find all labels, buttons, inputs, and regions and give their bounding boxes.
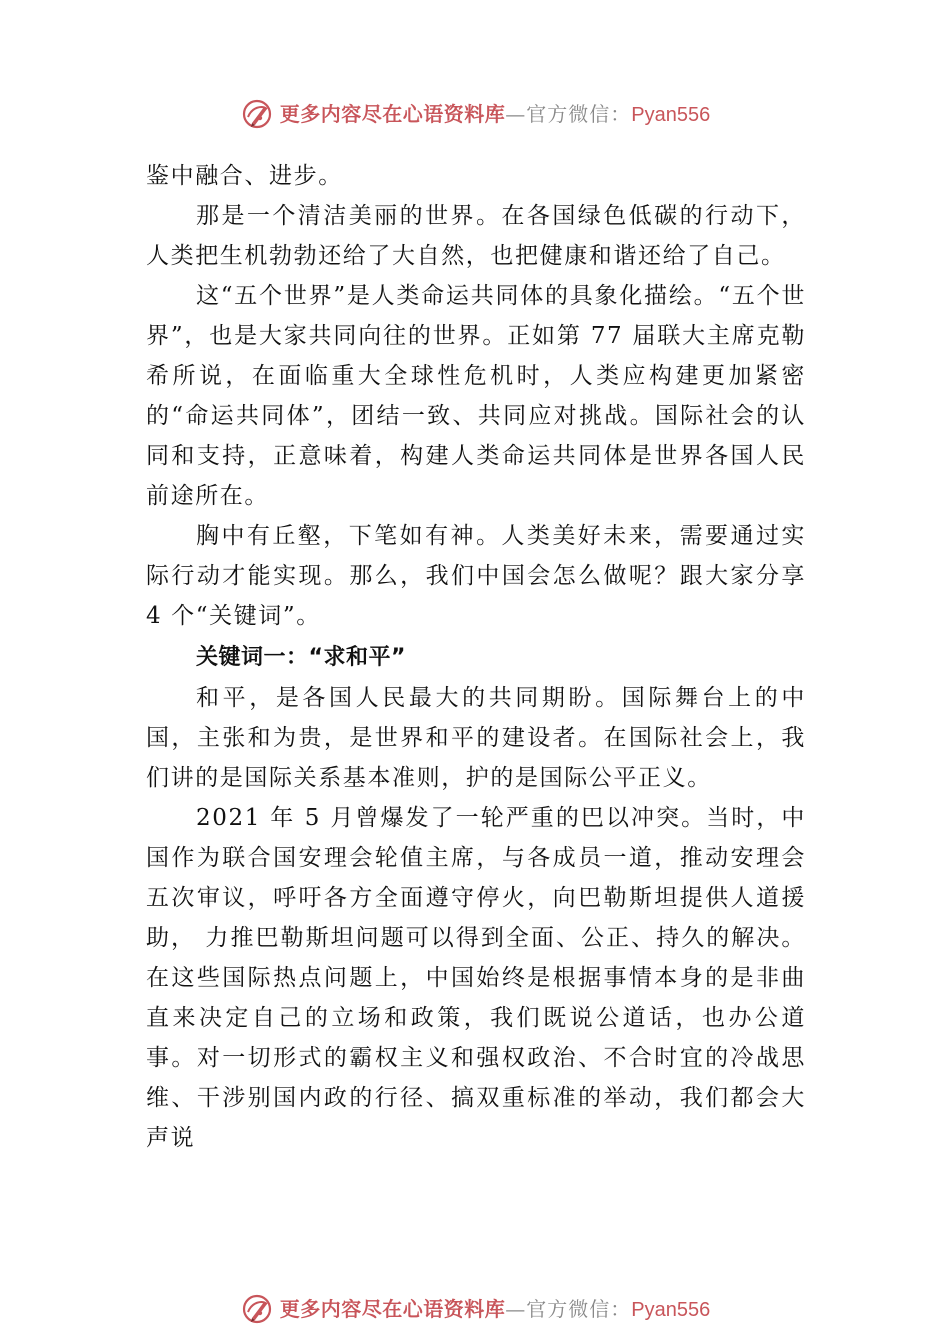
footer-banner — [0, 1289, 950, 1329]
footer-separator: —官方微信： — [505, 1296, 632, 1321]
paragraph-continuation: 鉴中融合、进步。 — [146, 163, 343, 189]
header-banner — [0, 94, 950, 134]
footer-brand: 更多内容尽在心语资料库 — [279, 1296, 506, 1321]
header-text — [279, 101, 711, 126]
paragraph-2021-conflict: 2021 年 5 月曾爆发了一轮严重的巴以冲突。当时，中国作为联合国安理会轮值主席，与各成员一道，推动安理会五次审议，呼吁各方全面遵守停火，向巴勒斯坦提供人道援助， 力推巴勒斯坦问题可以得到全面、公正、持久的解决。在这些国际热点问题上，中国始终是根据事情本身的是非曲直来决定自己的立场和政策，我们既说公道话，也办公道事。对一切形式的霸权主义和强权政治、不合时宜的冷战思维、干涉别国内政的行径、搞双重标准的举动，我们都会大声说 — [146, 805, 806, 1151]
pen-swirl-logo-icon — [240, 1292, 274, 1326]
header-brand: 更多内容尽在心语资料库 — [279, 101, 506, 126]
header-wechat-id: Pyan556 — [631, 103, 711, 126]
pen-swirl-logo-icon — [240, 97, 274, 131]
paragraph-peace: 和平，是各国人民最大的共同期盼。国际舞台上的中国，主张和为贵，是世界和平的建设者。在国际社会上，我们讲的是国际关系基本准则，护的是国际公平正义。 — [146, 685, 806, 791]
footer-banner-inner — [240, 1292, 710, 1326]
footer-text — [279, 1296, 711, 1321]
paragraph-five-worlds: 这“五个世界”是人类命运共同体的具象化描绘。“五个世界”，也是大家共同向往的世界。正如第 77 届联大主席克勒希所说，在面临重大全球性危机时，人类应构建更加紧密的“命运共同体”，团结一致、共同应对挑战。国际社会的认同和支持，正意味着，构建人类命运共同体是世界各国人民前途所在。 — [146, 283, 806, 509]
paragraph-clean-world: 那是一个清洁美丽的世界。在各国绿色低碳的行动下，人类把生机勃勃还给了大自然，也把健康和谐还给了自己。 — [146, 203, 806, 269]
section-heading-keyword-one: 关键词一：“求和平” — [196, 645, 406, 670]
header-banner-inner — [240, 97, 710, 131]
header-separator: —官方微信： — [505, 101, 632, 126]
document-body — [146, 156, 806, 1158]
paragraph-keywords-intro: 胸中有丘壑，下笔如有神。人类美好未来，需要通过实际行动才能实现。那么，我们中国会怎么做呢？跟大家分享 4 个“关键词”。 — [146, 523, 806, 629]
footer-wechat-id: Pyan556 — [631, 1298, 711, 1321]
